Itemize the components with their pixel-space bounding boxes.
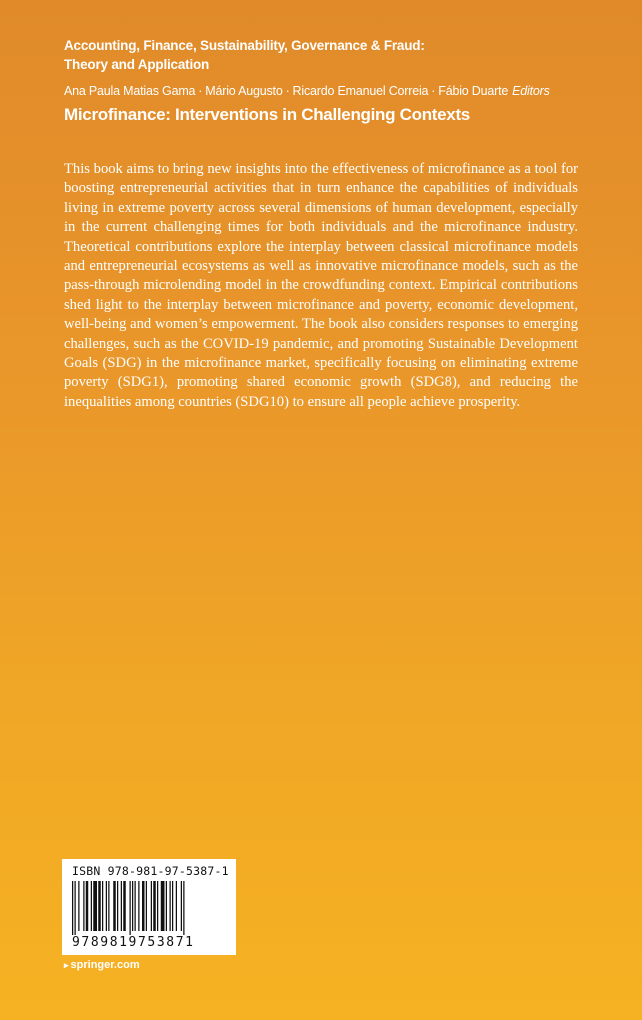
barcode-bar xyxy=(130,881,131,935)
publisher-link[interactable] xyxy=(64,959,140,971)
series-title xyxy=(64,36,584,74)
barcode-bar xyxy=(151,881,152,931)
editor-name: Fábio Duarte xyxy=(438,84,509,98)
barcode-bar xyxy=(161,881,165,931)
book-title: Microfinance: Interventions in Challenging Contexts xyxy=(64,105,470,124)
barcode-bar xyxy=(113,881,116,931)
barcode-bar xyxy=(146,881,147,931)
barcode-bar xyxy=(121,881,122,931)
editor-name: Ricardo Emanuel Correia xyxy=(292,84,429,98)
editors-line xyxy=(64,82,604,100)
arrow-right-icon: ▸ xyxy=(64,960,69,970)
barcode-bar xyxy=(153,881,156,931)
barcode-bar xyxy=(157,881,158,931)
barcode-bar xyxy=(181,881,182,931)
barcode-bar xyxy=(106,881,107,931)
barcode-bar xyxy=(102,881,103,931)
barcode-digits: 9789819753871 xyxy=(72,935,195,950)
editor-name: Ana Paula Matias Gama xyxy=(64,84,196,98)
isbn-label: ISBN 978-981-97-5387-1 xyxy=(72,864,229,878)
barcode-bar xyxy=(172,881,173,931)
publisher-url: springer.com xyxy=(70,959,140,971)
barcode-bar xyxy=(78,881,79,931)
barcode-bar xyxy=(93,881,97,931)
barcode-bar xyxy=(108,881,109,931)
barcode-bar xyxy=(135,881,136,931)
barcode-bar xyxy=(170,881,171,931)
barcode-bar xyxy=(83,881,84,931)
barcode-bar xyxy=(91,881,92,931)
barcode-bar xyxy=(132,881,133,931)
barcode-bar xyxy=(183,881,184,935)
editor-name: Mário Augusto xyxy=(205,84,283,98)
series-title-line-1: Accounting, Finance, Sustainability, Governance & Fraud: xyxy=(64,38,425,53)
barcode-bar xyxy=(176,881,177,931)
editors-role-label: Editors xyxy=(512,84,550,98)
series-title-line-2: Theory and Application xyxy=(64,57,210,72)
barcode-bar xyxy=(123,881,126,931)
book-description: This book aims to bring new insights into the effectiveness of microfinance as a tool for boosting entrepreneurial activities that in turn enhance the capabilities of individuals living in extreme poverty across several dimensions of human development, especially in the current challenging times for both individuals and the microfinance industry. Theoretical contributions explore the interplay between classical microfinance models and entrepreneurial ecosystems as well as innovative microfinance models, such as the pass-through microlending model in the crowdfunding context. Empirical contributions shed light to the interplay between microfinance and poverty, economic development, well-being and women’s empowerment. The book also considers responses to emerging challenges, such as the COVID-19 pandemic, and promoting Sustainable Development Goals (SDG) in the microfinance market, specifically focusing on eliminating extreme poverty (SDG1), promoting shared economic growth (SDG8), and reducing the inequalities among countries (SDG10) to ensure all people achieve prosperity. xyxy=(64,161,578,410)
barcode-bar xyxy=(138,881,139,931)
editor-separator: · xyxy=(431,84,436,98)
barcode-bar xyxy=(86,881,89,931)
barcode-bar xyxy=(75,881,76,935)
barcode-icon xyxy=(70,881,230,935)
barcode-bar xyxy=(72,881,73,935)
editor-separator: · xyxy=(285,84,290,98)
barcode-bar xyxy=(166,881,167,931)
barcode-bar xyxy=(142,881,145,931)
isbn-barcode-block xyxy=(62,859,236,955)
editor-separator: · xyxy=(198,84,203,98)
barcode-bar xyxy=(98,881,101,931)
barcode-bar xyxy=(117,881,118,931)
